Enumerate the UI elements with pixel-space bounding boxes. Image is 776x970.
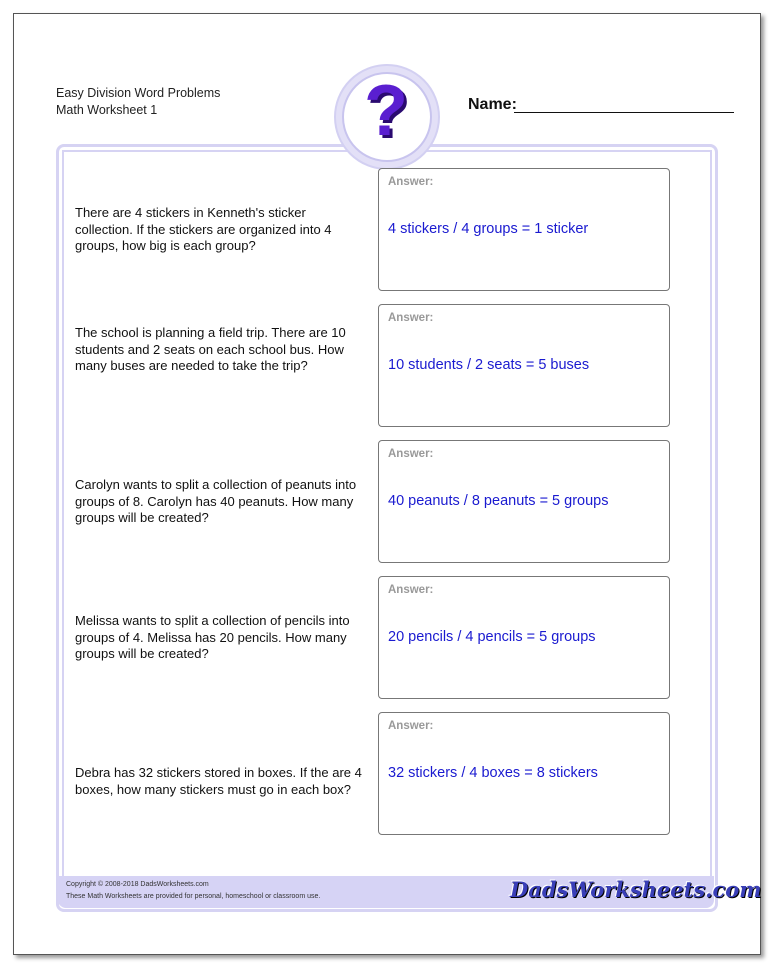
- answer-text: 20 pencils / 4 pencils = 5 groups: [388, 629, 596, 645]
- dadsworksheets-logo: DadsWorksheets.com: [510, 877, 762, 902]
- answer-text: 40 peanuts / 8 peanuts = 5 groups: [388, 493, 609, 509]
- answer-label: Answer:: [388, 584, 434, 596]
- problem-question: Debra has 32 stickers stored in boxes. If the are 4 boxes, how many stickers must go in each box?: [75, 765, 362, 797]
- answer-label: Answer:: [388, 312, 434, 324]
- answer-text: 10 students / 2 seats = 5 buses: [388, 357, 590, 373]
- answer-label: Answer:: [388, 720, 434, 732]
- answer-box[interactable]: [378, 304, 670, 427]
- answer-label: Answer:: [388, 176, 434, 188]
- answer-text: 32 stickers / 4 boxes = 8 stickers: [388, 765, 598, 781]
- question-mark-icon: ?: [364, 71, 408, 151]
- answer-label: Answer:: [388, 448, 434, 460]
- answer-text: 4 stickers / 4 groups = 1 sticker: [388, 221, 589, 237]
- problem-question: There are 4 stickers in Kenneth's sticker collection. If the stickers are organized into 4 groups, how big is each group?: [75, 205, 332, 253]
- answer-box[interactable]: [378, 168, 670, 291]
- problem-question: Melissa wants to split a collection of pencils into groups of 4. Melissa has 20 pencils. How many groups will be created?: [75, 613, 350, 661]
- copyright: Copyright © 2008-2018 DadsWorksheets.com: [66, 881, 209, 888]
- worksheet-title: Easy Division Word Problems: [56, 86, 221, 100]
- problem-question: The school is planning a field trip. There are 10 students and 2 seats on each school bus. How many buses are needed to take the trip?: [75, 325, 346, 373]
- name-label: Name:: [468, 96, 517, 113]
- usage-note: These Math Worksheets are provided for personal, homeschool or classroom use.: [66, 893, 321, 900]
- problem-question: Carolyn wants to split a collection of peanuts into groups of 8. Carolyn has 40 peanuts. How many groups will be created?: [75, 477, 357, 525]
- answer-box[interactable]: [378, 576, 670, 699]
- worksheet-subtitle: Math Worksheet 1: [56, 103, 158, 117]
- name-field[interactable]: [514, 112, 734, 113]
- answer-box[interactable]: [378, 712, 670, 835]
- answer-box[interactable]: [378, 440, 670, 563]
